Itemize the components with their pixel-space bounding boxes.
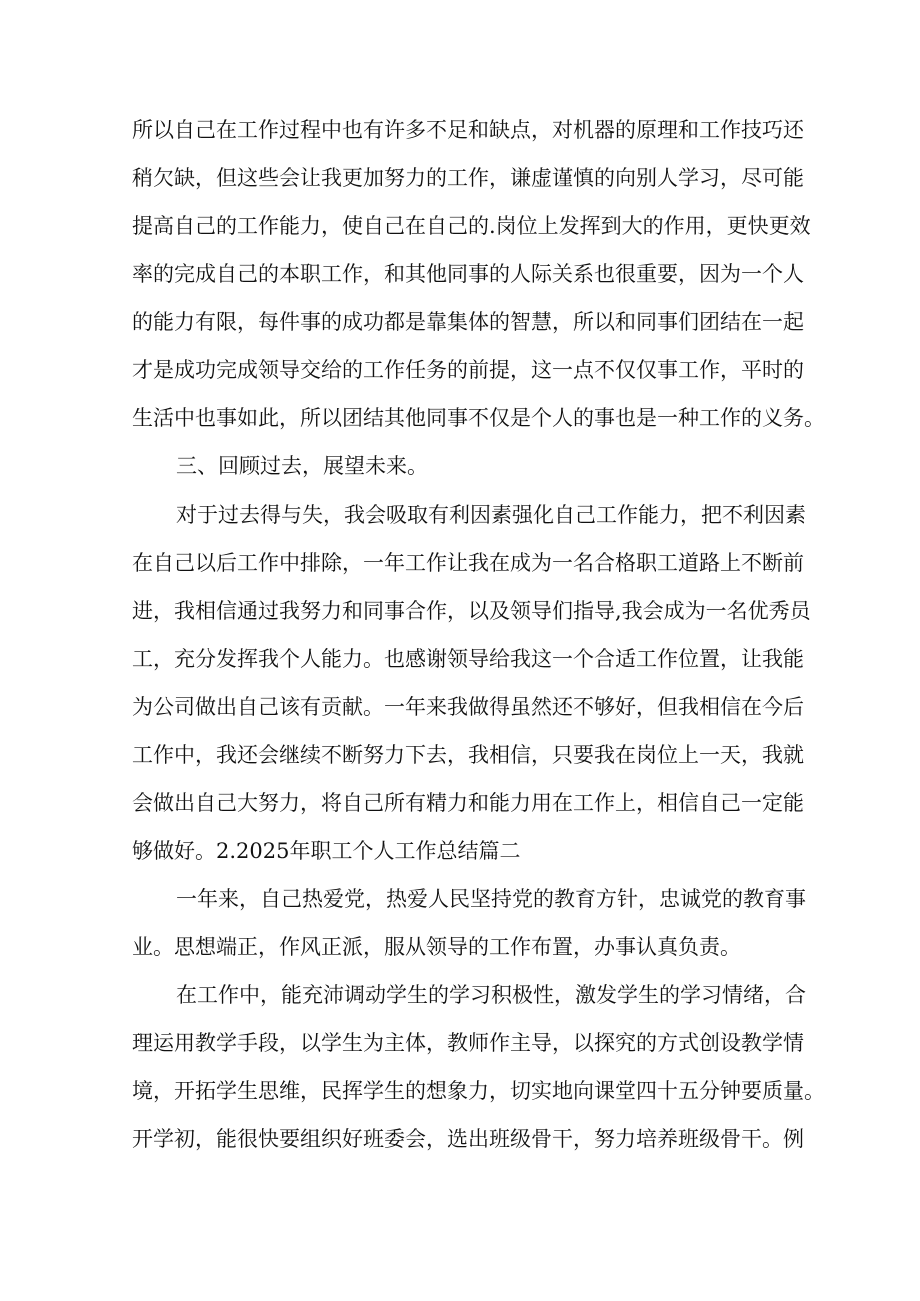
- paragraph-line: 稍欠缺，但这些会让我更加努力的工作，谦虚谨慎的向别人学习，尽可能: [132, 166, 804, 190]
- paragraph-line: 业。思想端正，作风正派，服从领导的工作布置，办事认真负责。: [132, 935, 741, 959]
- paragraph-line: 理运用教学手段，以学生为主体，教师作主导，以探究的方式创设教学情: [132, 1031, 804, 1055]
- paragraph-line: 进，我相信通过我努力和同事合作，以及领导们指导,我会成为一名优秀员: [132, 599, 811, 623]
- paragraph-line: 在自己以后工作中排除，一年工作让我在成为一名合格职工道路上不断前: [132, 551, 804, 575]
- paragraph-line: 工作中，我还会继续不断努力下去，我相信，只要我在岗位上一天，我就: [132, 743, 804, 767]
- paragraph-line: 一年来，自己热爱党，热爱人民坚持党的教育方针，忠诚党的教育事: [176, 887, 806, 911]
- paragraph-line: 会做出自己大努力，将自己所有精力和能力用在工作上，相信自己一定能: [132, 791, 804, 815]
- paragraph-line: 提高自己的工作能力，使自己在自己的.岗位上发挥到大的作用，更快更效: [132, 214, 811, 238]
- section-heading: 三、回顾过去，展望未来。: [176, 454, 428, 478]
- paragraph-line: 才是成功完成领导交给的工作任务的前提，这一点不仅仅事工作，平时的: [132, 358, 804, 382]
- paragraph-line: 够做好。2.2025年职工个人工作总结篇二: [132, 839, 521, 863]
- paragraph-line: 的能力有限，每件事的成功都是靠集体的智慧，所以和同事们团结在一起: [132, 310, 804, 334]
- paragraph-line: 工，充分发挥我个人能力。也感谢领导给我这一个合适工作位置，让我能: [132, 647, 804, 671]
- paragraph-line: 在工作中，能充沛调动学生的学习积极性，激发学生的学习情绪，合: [176, 983, 806, 1007]
- paragraph-line: 为公司做出自己该有贡献。一年来我做得虽然还不够好，但我相信在今后: [132, 695, 804, 719]
- paragraph-line: 境，开拓学生思维，民挥学生的想象力，切实地向课堂四十五分钟要质量。: [132, 1079, 825, 1103]
- paragraph-line: 率的完成自己的本职工作，和其他同事的人际关系也很重要，因为一个人: [132, 262, 804, 286]
- paragraph-line: 开学初，能很快要组织好班委会，选出班级骨干，努力培养班级骨干。例: [132, 1127, 804, 1151]
- paragraph-line: 所以自己在工作过程中也有许多不足和缺点，对机器的原理和工作技巧还: [132, 118, 804, 142]
- paragraph-line: 对于过去得与失，我会吸取有利因素强化自己工作能力，把不利因素: [176, 503, 806, 527]
- paragraph-line: 生活中也事如此，所以团结其他同事不仅是个人的事也是一种工作的义务。: [132, 406, 825, 430]
